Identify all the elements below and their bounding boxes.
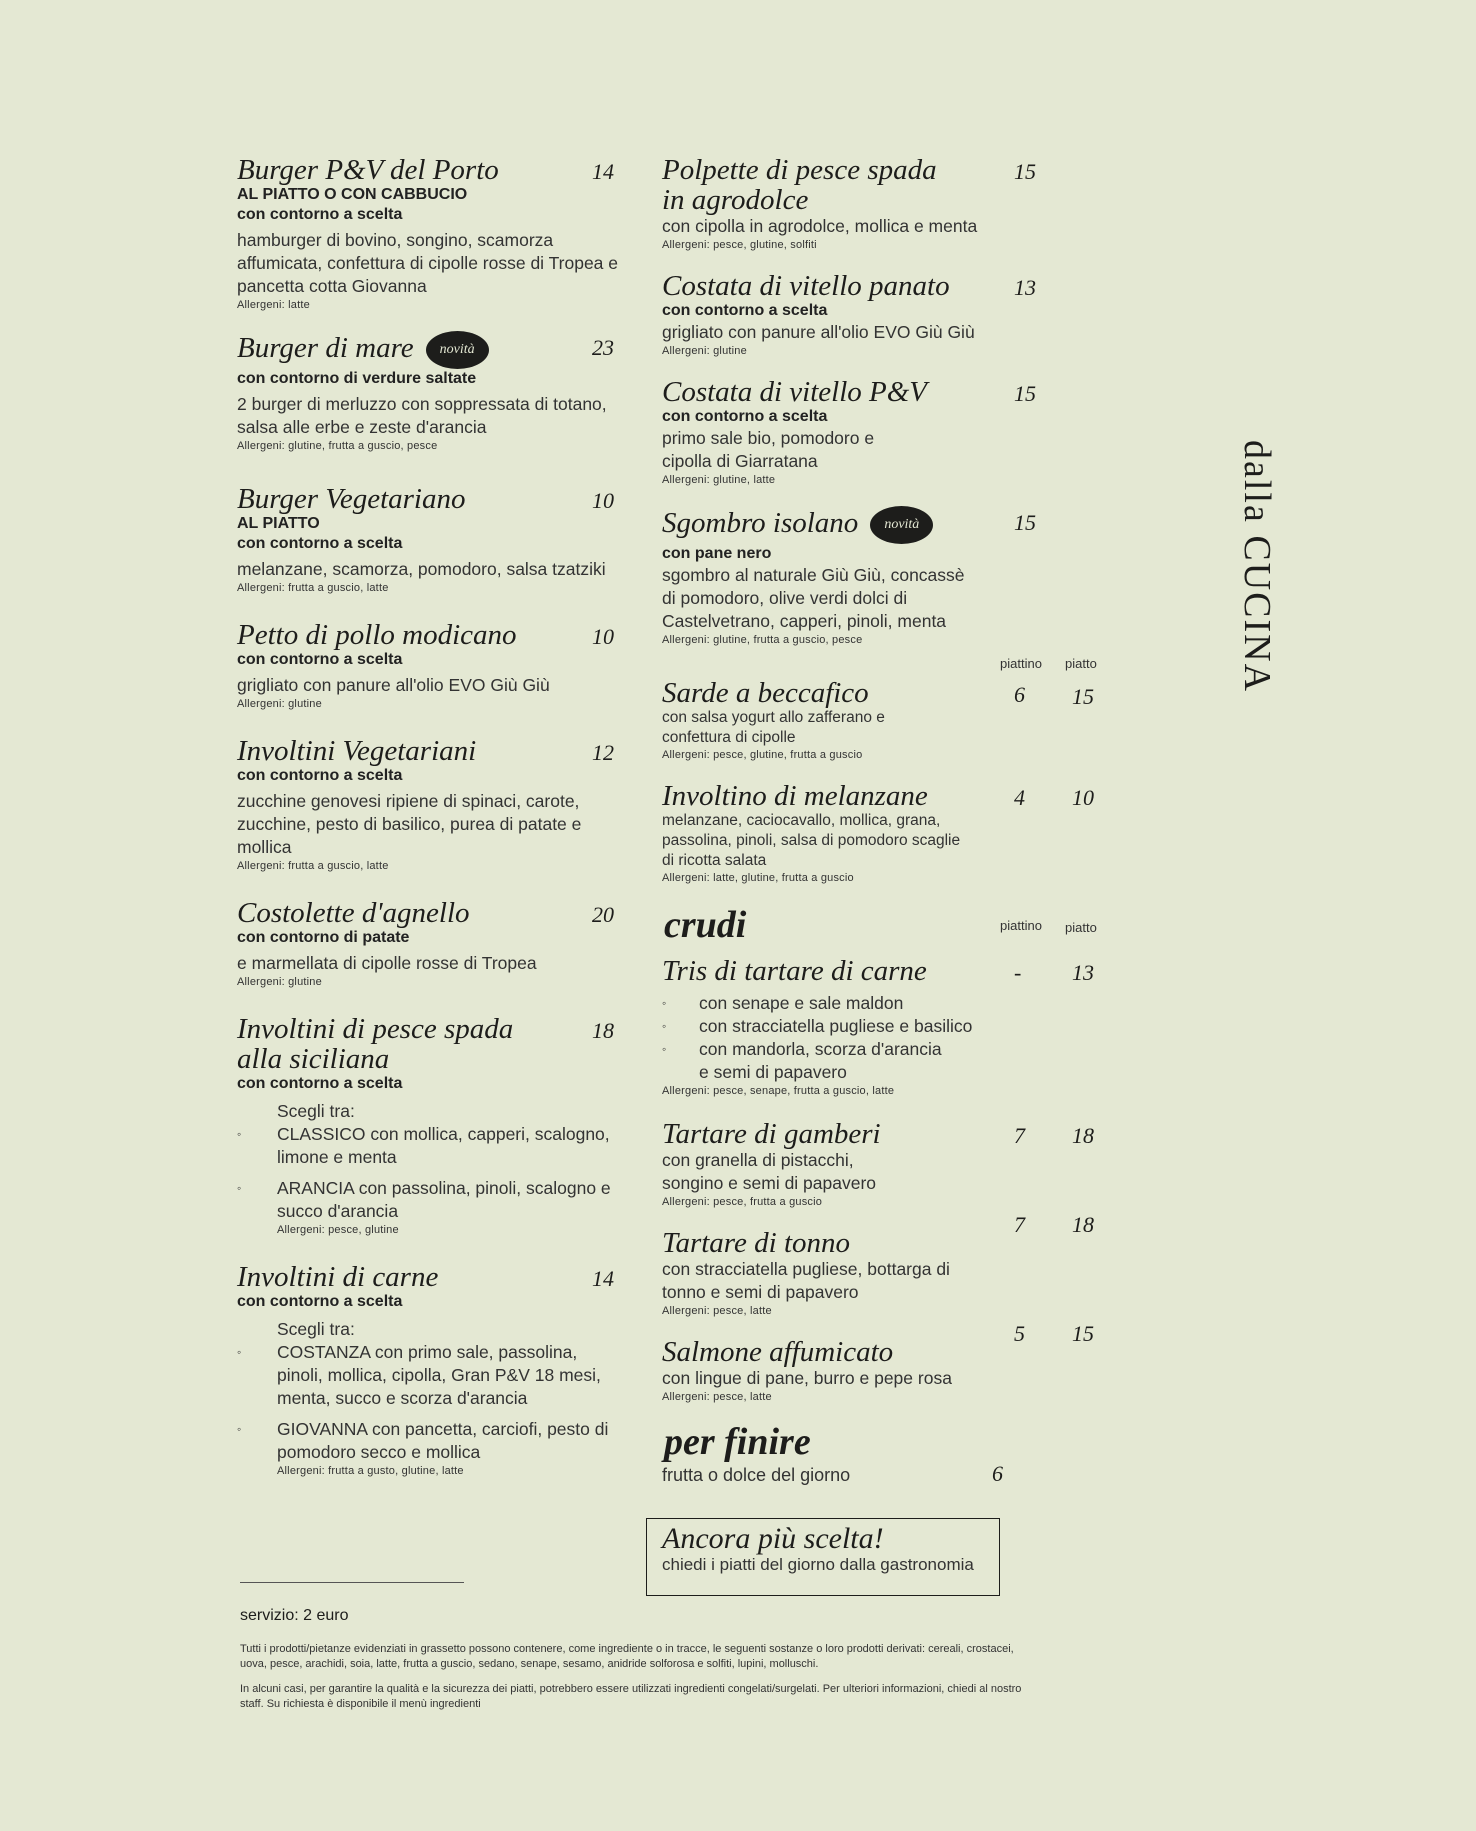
dish-name: Petto di pollo modicano xyxy=(237,619,517,651)
section-heading: dalla CUCINA xyxy=(1236,440,1278,694)
choice-option: ◦ CLASSICO con mollica, capperi, scalogno, limone e menta xyxy=(237,1124,610,1167)
dish-description: grigliato con panure all'olio EVO Giù Giù xyxy=(237,675,550,695)
dish-subtitle: con contorno a scelta xyxy=(237,767,403,784)
dish-price: 15 xyxy=(1014,159,1036,184)
dish-allergens: Allergeni: glutine, frutta a guscio, pesce xyxy=(237,440,438,452)
menu-item xyxy=(662,656,1122,763)
piatto-price: 18 xyxy=(1072,1212,1094,1237)
bullet-icon: ◦ xyxy=(237,1181,242,1195)
dish-price: 14 xyxy=(592,159,614,184)
dish-description: con cipolla in agrodolce, mollica e menta xyxy=(662,216,978,236)
dish-allergens: Allergeni: glutine, frutta a guscio, pesce xyxy=(662,634,863,646)
dish-allergens: Allergeni: frutta a gusto, glutine, latte xyxy=(277,1465,464,1477)
menu-item xyxy=(662,781,1122,886)
dish-name: Burger Vegetariano xyxy=(237,483,466,515)
dish-allergens: Allergeni: pesce, glutine xyxy=(277,1224,399,1236)
piattino-price: 5 xyxy=(1014,1321,1025,1346)
dish-allergens: Allergeni: pesce, latte xyxy=(662,1391,772,1403)
new-badge: novità xyxy=(870,506,933,544)
piatto-price: 18 xyxy=(1072,1123,1094,1148)
dish-allergens: Allergeni: pesce, glutine, solfiti xyxy=(662,239,817,251)
menu-item xyxy=(662,377,1122,488)
choices-list xyxy=(237,1100,622,1238)
box-subtitle: chiedi i piatti del giorno dalla gastronomia xyxy=(662,1555,974,1574)
dish-description: con salsa yogurt allo zafferano e confettura di cipolle xyxy=(662,709,885,746)
dish-allergens: Allergeni: pesce, glutine, frutta a guscio xyxy=(662,749,863,761)
dish-price: 12 xyxy=(592,740,614,765)
dish-name: Costata di vitello panato xyxy=(662,270,950,302)
dish-name: Tartare di gamberi xyxy=(662,1118,881,1150)
piattino-price: 7 xyxy=(1014,1123,1025,1148)
dish-price: 23 xyxy=(592,335,614,360)
dish-price: 15 xyxy=(1014,510,1036,535)
dish-name: Tris di tartare di carne xyxy=(662,955,927,987)
more-choice-box xyxy=(646,1518,1000,1596)
divider xyxy=(240,1582,464,1583)
menu-item xyxy=(662,506,1122,648)
menu-item xyxy=(662,271,1122,359)
dish-subtitle: con contorno a scelta xyxy=(237,206,403,223)
piatto-price: 15 xyxy=(1072,684,1094,709)
dish-name: Sarde a beccafico xyxy=(662,677,869,709)
choose-label: Scegli tra: xyxy=(277,1101,355,1121)
dish-subtitle: con contorno a scelta xyxy=(237,1293,403,1310)
dish-price: 15 xyxy=(1014,381,1036,406)
dish-description: sgombro al naturale Giù Giù, concassè di pomodoro, olive verdi dolci di Castelvetrano, capperi, pinoli, menta xyxy=(662,565,965,631)
dish-description: e marmellata di cipolle rosse di Tropea xyxy=(237,953,537,973)
menu-item xyxy=(662,1461,1122,1486)
dish-allergens: Allergeni: pesce, senape, frutta a guscio, latte xyxy=(662,1085,895,1097)
dish-description: frutta o dolce del giorno xyxy=(662,1465,851,1485)
dish-subtitle: con contorno a scelta xyxy=(237,535,403,552)
dish-description: melanzane, scamorza, pomodoro, salsa tzatziki xyxy=(237,559,606,579)
bullet-icon: ◦ xyxy=(237,1345,242,1359)
dish-allergens: Allergeni: glutine xyxy=(662,345,747,357)
piattino-price: 7 xyxy=(1014,1212,1025,1237)
dish-description: con granella di pistacchi, songino e semi di papavero xyxy=(662,1150,877,1193)
dish-allergens: Allergeni: frutta a guscio, latte xyxy=(237,582,389,594)
dish-price: 10 xyxy=(592,624,614,649)
dish-name: Involtini di pesce spada alla siciliana xyxy=(237,1013,514,1075)
dish-allergens: Allergeni: latte, glutine, frutta a guscio xyxy=(662,872,854,884)
dish-description: con lingue di pane, burro e pepe rosa xyxy=(662,1368,952,1388)
dish-allergens: Allergeni: latte xyxy=(237,299,310,311)
dish-description: zucchine genovesi ripiene di spinaci, carote, zucchine, pesto di basilico, purea di patate e mollica xyxy=(237,791,582,857)
piattino-price: 4 xyxy=(1014,785,1025,810)
menu-item xyxy=(237,1014,622,1238)
dish-allergens: Allergeni: pesce, frutta a guscio xyxy=(662,1196,823,1208)
dish-subtitle: con contorno a scelta xyxy=(662,408,828,425)
box-title: Ancora più scelta! xyxy=(662,1522,884,1555)
middle-column xyxy=(662,155,1122,1510)
piatto-price: 15 xyxy=(1072,1321,1094,1346)
menu-item xyxy=(237,484,622,596)
dish-description: grigliato con panure all'olio EVO Giù Giù xyxy=(662,322,975,342)
dish-name: Costata di vitello P&V xyxy=(662,376,928,408)
dish-subtitle: con contorno a scelta xyxy=(237,1075,403,1092)
menu-item xyxy=(237,331,622,454)
dish-price: 13 xyxy=(1014,275,1036,300)
menu-item xyxy=(237,898,622,990)
dish-subtitle: con contorno di verdure saltate xyxy=(237,370,477,387)
dish-allergens: Allergeni: glutine xyxy=(237,976,322,988)
list-item: ◦ con mandorla, scorza d'arancia xyxy=(662,1039,942,1059)
dish-name: Tartare di tonno xyxy=(662,1227,851,1259)
choice-option: ◦ GIOVANNA con pancetta, carciofi, pesto di pomodoro secco e mollica xyxy=(237,1419,609,1462)
piatto-price: 10 xyxy=(1072,785,1094,810)
piatto-label: piatto xyxy=(1065,656,1097,671)
dish-name: Burger di mare novità xyxy=(237,331,622,369)
dish-name: Polpette di pesce spada in agrodolce xyxy=(662,154,937,216)
bullet-icon: ◦ xyxy=(237,1127,242,1141)
dish-allergens: Allergeni: glutine xyxy=(237,698,322,710)
list-item: ◦ con senape e sale maldon xyxy=(662,993,904,1013)
service-charge: servizio: 2 euro xyxy=(240,1607,349,1624)
dish-subtitle: con contorno di patate xyxy=(237,929,410,946)
piattino-price: - xyxy=(1014,960,1022,985)
dish-subtitle: AL PIATTO O CON CABBUCIO xyxy=(237,186,468,203)
dish-allergens: Allergeni: pesce, latte xyxy=(662,1305,772,1317)
dish-subtitle: con pane nero xyxy=(662,545,772,562)
dish-name: Involtino di melanzane xyxy=(662,780,928,812)
menu-item xyxy=(237,155,622,313)
menu-item xyxy=(662,155,1122,253)
piatto-price: 13 xyxy=(1072,960,1094,985)
dish-price: 14 xyxy=(592,1266,614,1291)
menu-item xyxy=(237,1262,622,1479)
piattino-price: 6 xyxy=(1014,682,1025,707)
dish-name: Involtini di carne xyxy=(237,1261,439,1293)
dish-name: Burger P&V del Porto xyxy=(237,154,499,186)
dish-allergens: Allergeni: frutta a guscio, latte xyxy=(237,860,389,872)
choose-label: Scegli tra: xyxy=(277,1319,355,1339)
per-finire-heading: per finire xyxy=(664,1421,811,1463)
piattino-label: piattino xyxy=(1000,918,1042,933)
dish-description: primo sale bio, pomodoro e cipolla di Giarratana xyxy=(662,428,875,471)
menu-item xyxy=(662,1119,1122,1210)
menu-item xyxy=(237,736,622,874)
crudi-heading: crudi xyxy=(664,904,747,946)
choices-list xyxy=(237,1318,622,1479)
dish-price: 20 xyxy=(592,902,614,927)
choice-option: ◦ ARANCIA con passolina, pinoli, scalogno e succo d'arancia xyxy=(237,1178,611,1221)
dish-description: melanzane, caciocavallo, mollica, grana, passolina, pinoli, salsa di pomodoro scaglie di ricotta salata xyxy=(662,812,961,869)
menu-item xyxy=(662,1321,1122,1405)
dish-price: 18 xyxy=(592,1018,614,1043)
list-item: ◦ con stracciatella pugliese e basilico xyxy=(662,1016,973,1036)
piattino-label: piattino xyxy=(1000,656,1042,671)
dish-subtitle: con contorno a scelta xyxy=(662,302,828,319)
left-column xyxy=(237,155,622,1503)
dish-allergens: Allergeni: glutine, latte xyxy=(662,474,776,486)
dish-price: 6 xyxy=(992,1461,1003,1486)
tris-options xyxy=(662,992,1122,1084)
bullet-icon: ◦ xyxy=(662,996,667,1010)
dish-subtitle: AL PIATTO xyxy=(237,515,320,532)
bullet-icon: ◦ xyxy=(662,1042,667,1056)
dish-name: Involtini Vegetariani xyxy=(237,735,477,767)
list-item: e semi di papavero xyxy=(699,1062,847,1082)
menu-item xyxy=(662,1212,1122,1319)
bullet-icon: ◦ xyxy=(662,1019,667,1033)
allergen-note: Tutti i prodotti/pietanze evidenziati in grassetto possono contenere, come ingrediente o in tracce, le seguenti sostanze o loro prodotti derivati: cereali, crostacei, uova, pesce, arachidi, soia, latte, frutta a guscio, sedano, senape, sesamo, anidride solforosa e solfiti, lupini, molluschi. xyxy=(240,1643,1014,1670)
new-badge: novità xyxy=(426,331,489,369)
dish-name: Costolette d'agnello xyxy=(237,897,470,929)
dish-description: con stracciatella pugliese, bottarga di tonno e semi di papavero xyxy=(662,1259,950,1302)
dish-description: 2 burger di merluzzo con soppressata di totano, salsa alle erbe e zeste d'arancia xyxy=(237,394,607,437)
dish-subtitle: con contorno a scelta xyxy=(237,651,403,668)
dish-name: Salmone affumicato xyxy=(662,1336,894,1368)
dish-name: Sgombro isolano novità xyxy=(662,506,1122,544)
bullet-icon: ◦ xyxy=(237,1422,242,1436)
menu-item xyxy=(237,620,622,712)
choice-option: ◦ COSTANZA con primo sale, passolina, pinoli, mollica, cipolla, Gran P&V 18 mesi, menta, succo e scorza d'arancia xyxy=(237,1342,601,1408)
frozen-note: In alcuni casi, per garantire la qualità e la sicurezza dei piatti, potrebbero essere utilizzati ingredienti congelati/surgelati. Per ulteriori informazioni, chiedi al nostro staff. Su richiesta è disponibile il menù ingredienti xyxy=(240,1683,1022,1710)
dish-price: 10 xyxy=(592,488,614,513)
piatto-label: piatto xyxy=(1065,920,1097,935)
dish-description: hamburger di bovino, songino, scamorza affumicata, confettura di cipolle rosse di Tropea e pancetta cotta Giovanna xyxy=(237,230,619,296)
